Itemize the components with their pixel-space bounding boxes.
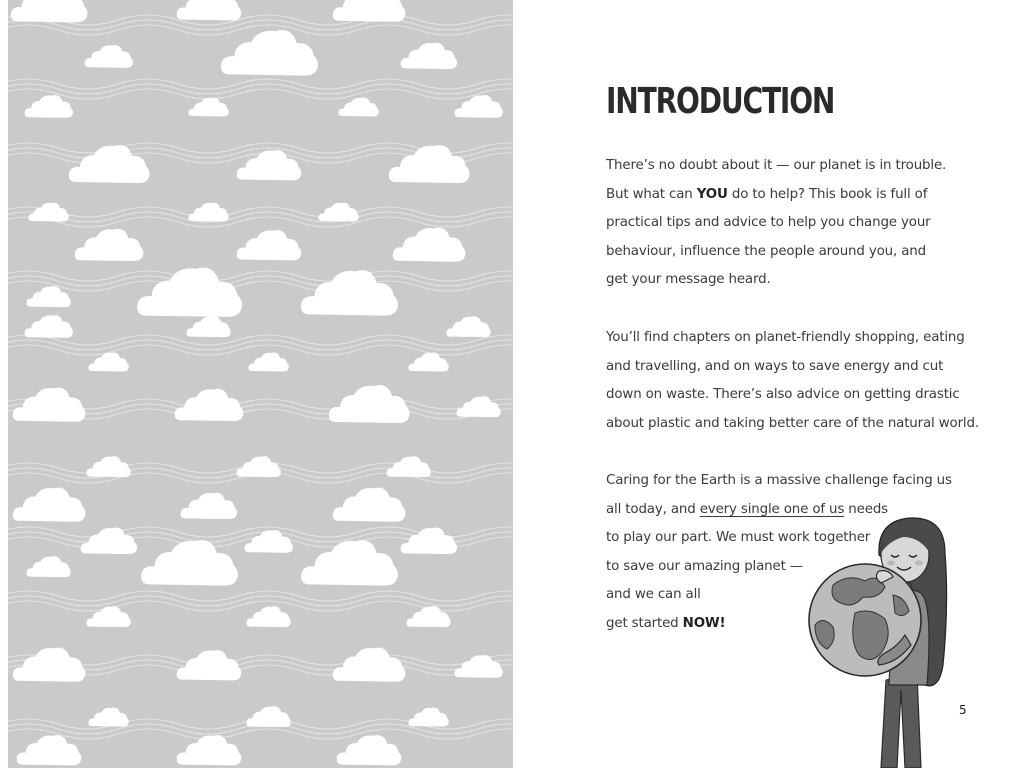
cloud-shape	[446, 316, 490, 337]
cloud-shape	[88, 353, 128, 372]
intro-paragraph-2	[606, 324, 979, 438]
cloud-shape	[69, 145, 150, 183]
girl-hugging-earth-illustration	[793, 515, 973, 768]
cloud-shape	[13, 488, 86, 522]
legs	[881, 675, 921, 768]
text-fragment: But what can	[606, 186, 697, 202]
cloud-shape	[25, 95, 73, 118]
cloud-shape	[141, 540, 238, 585]
cloud-shape	[301, 270, 398, 315]
text-line: Caring for the Earth is a massive challenge facing us	[606, 473, 952, 488]
cloud-shape	[237, 230, 302, 260]
cloud-shape	[301, 540, 398, 585]
cloud-shape	[86, 606, 130, 627]
cloud-shape	[333, 648, 406, 682]
text-line: practical tips and advice to help you change your	[606, 215, 931, 231]
cloud-shape	[401, 43, 457, 70]
cloud-shape	[81, 528, 137, 555]
cloud-shape	[137, 268, 242, 317]
page-title: INTRODUCTION	[606, 81, 835, 122]
cloud-shape	[88, 708, 128, 727]
cloud-shape	[338, 98, 378, 117]
cloud-shape	[406, 606, 450, 627]
cloud-shape	[86, 456, 130, 477]
cloud-shape	[318, 203, 358, 222]
cloud-shape	[28, 203, 68, 222]
cloud-shape	[13, 648, 86, 682]
text-fragment: needs	[844, 501, 888, 517]
cloud-shape	[175, 389, 244, 421]
cloud-shape	[177, 735, 242, 765]
cloud-shape	[455, 95, 503, 118]
text-line: and we can all	[606, 587, 701, 603]
cloud-shape	[17, 735, 82, 765]
cloud-shape	[408, 353, 448, 372]
cloud-shape	[456, 396, 500, 417]
cloud-shape	[237, 150, 302, 180]
text-line: about plastic and taking better care of the natural world.	[606, 415, 979, 431]
text-line: to save our amazing planet —	[606, 558, 804, 574]
intro-paragraph-1	[606, 152, 946, 295]
cloud-shape	[188, 203, 228, 222]
cloud-shape	[13, 388, 86, 422]
cloud-shape	[75, 229, 144, 261]
cloud-shape	[329, 385, 410, 423]
cloud-shape	[186, 316, 230, 337]
cloud-shape	[188, 98, 228, 117]
text-line: There’s no doubt about it — our planet is in trouble.	[606, 158, 947, 173]
text-line: behaviour, influence the people around you, and	[606, 243, 926, 259]
cloud-shape	[177, 0, 242, 20]
text-page	[513, 0, 1024, 768]
cloud-shape	[389, 145, 470, 183]
text-line: You’ll find chapters on planet-friendly shopping, eating	[606, 330, 965, 345]
cloud-shape	[333, 0, 406, 22]
cloud-shape	[221, 30, 318, 75]
cloud-shape	[11, 0, 88, 22]
emphasis-now: NOW!	[682, 615, 726, 631]
cloud-shape	[248, 353, 288, 372]
cloud-shape	[337, 735, 402, 765]
page-number: 5	[959, 703, 967, 717]
underlined-phrase: every single one of us	[699, 501, 845, 517]
cloud-shape	[181, 493, 237, 520]
text-fragment: get started	[606, 615, 683, 631]
emphasis-you: YOU	[696, 186, 728, 202]
text-line: get your message heard.	[606, 272, 771, 288]
cloud-pattern	[8, 0, 513, 768]
text-fragment: all today, and	[606, 501, 700, 517]
text-fragment: do to help? This book is full of	[727, 186, 928, 202]
cloud-shape	[393, 228, 466, 262]
cloud-shape	[386, 456, 430, 477]
cloud-pattern-panel	[8, 0, 513, 768]
cloud-shape	[401, 528, 457, 555]
cloud-shape	[177, 650, 242, 680]
text-line: and travelling, and on ways to save energy and cut	[606, 358, 944, 374]
cloud-shape	[26, 286, 70, 307]
text-line	[606, 181, 946, 210]
text-line: to play our part. We must work together	[606, 530, 871, 546]
text-line: down on waste. There’s also advice on getting drastic	[606, 387, 960, 403]
cloud-shape	[25, 315, 73, 338]
cloud-shape	[236, 456, 280, 477]
cloud-shape	[246, 606, 290, 627]
cloud-shape	[85, 45, 133, 68]
cloud-shape	[408, 708, 448, 727]
cloud-shape	[246, 706, 290, 727]
cloud-shape	[26, 556, 70, 577]
cloud-shape	[333, 488, 406, 522]
cloud-shape	[455, 655, 503, 678]
